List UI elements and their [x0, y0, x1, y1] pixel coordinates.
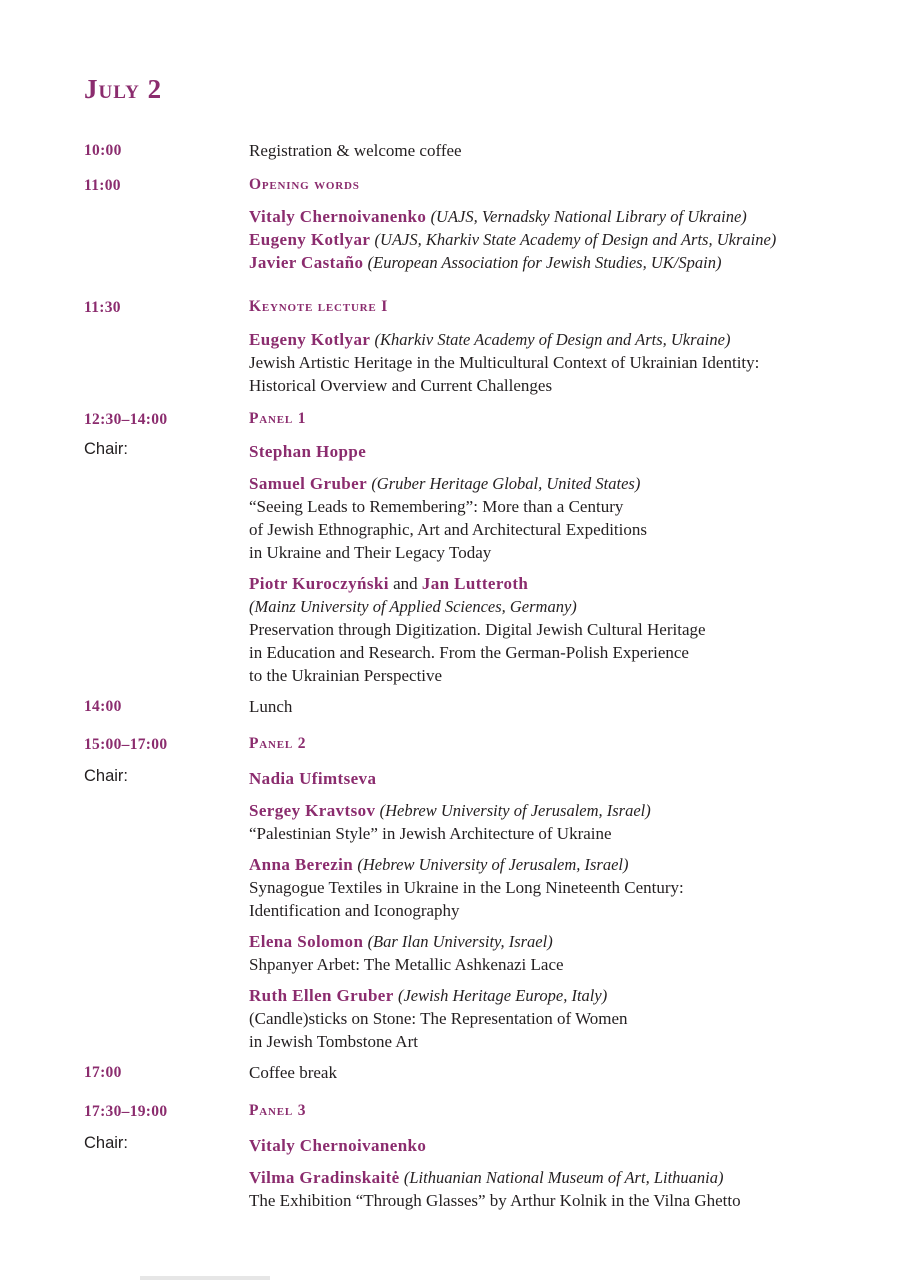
time-slot: 12:30–14:00 [84, 411, 168, 428]
speaker-affiliation: (Jewish Heritage Europe, Italy) [397, 986, 608, 1005]
chair-line [249, 440, 869, 463]
talk-title: Shpanyer Arbet: The Metallic Ashkenazi Lace [249, 955, 564, 974]
speaker-line [249, 572, 869, 595]
page-title: July 2 [84, 74, 163, 104]
talk-title: “Palestinian Style” in Jewish Architecture of Ukraine [249, 824, 612, 843]
talk-title: (Candle)sticks on Stone: The Representation of Women [249, 1009, 628, 1028]
page-edge-shadow [140, 1276, 270, 1280]
talk-title: in Jewish Tombstone Art [249, 1032, 418, 1051]
section-heading: Panel 2 [249, 735, 307, 752]
speaker-name: Ruth Ellen Gruber [249, 986, 394, 1005]
chair-label: Chair: [84, 440, 129, 458]
speaker-name: Piotr Kuroczyński [249, 574, 389, 593]
speaker-name: Elena Solomon [249, 932, 364, 951]
speaker-line [249, 228, 869, 251]
speaker-affiliation: (Hebrew University of Jerusalem, Israel) [379, 801, 651, 820]
speaker-affiliation: (UAJS, Vernadsky National Library of Ukraine) [430, 207, 747, 226]
section-heading: Panel 1 [249, 410, 307, 427]
talk-title: to the Ukrainian Perspective [249, 666, 443, 685]
time-slot: 14:00 [84, 698, 122, 715]
chair-label: Chair: [84, 1134, 129, 1152]
speaker-affiliation: (Lithuanian National Museum of Art, Lithuania) [403, 1168, 724, 1187]
chair-line [249, 767, 869, 790]
time-slot: 17:00 [84, 1064, 122, 1081]
chair-name: Stephan Hoppe [249, 442, 367, 461]
talk-title: of Jewish Ethnographic, Art and Architectural Expeditions [249, 520, 647, 539]
chair-line [249, 1134, 869, 1157]
speaker-affiliation: (Mainz University of Applied Sciences, Germany) [249, 597, 577, 616]
event-text: Lunch [249, 697, 293, 716]
talk-title: Preservation through Digitization. Digital Jewish Cultural Heritage [249, 620, 706, 639]
chair-name: Nadia Ufimtseva [249, 769, 377, 788]
speaker-name: Anna Berezin [249, 855, 354, 874]
speaker-line [249, 472, 869, 495]
speaker-affiliation: (Kharkiv State Academy of Design and Arts, Ukraine) [374, 330, 731, 349]
speaker-affiliation: (Bar Ilan University, Israel) [367, 932, 553, 951]
speaker-name: Eugeny Kotlyar [249, 330, 371, 349]
speaker-name: Javier Castaño [249, 253, 364, 272]
time-slot: 11:00 [84, 177, 121, 194]
time-slot: 15:00–17:00 [84, 736, 168, 753]
chair-label: Chair: [84, 767, 129, 785]
speaker-name: Sergey Kravtsov [249, 801, 376, 820]
speaker-name: Eugeny Kotlyar [249, 230, 371, 249]
time-slot: 17:30–19:00 [84, 1103, 168, 1120]
speaker-name: Vitaly Chernoivanenko [249, 207, 427, 226]
time-slot: 11:30 [84, 299, 121, 316]
speaker-affiliation: (Hebrew University of Jerusalem, Israel) [357, 855, 629, 874]
speaker-line [249, 595, 869, 618]
speaker-affiliation: (UAJS, Kharkiv State Academy of Design and Arts, Ukraine) [374, 230, 777, 249]
speaker-line [249, 984, 869, 1007]
speaker-line [249, 251, 869, 274]
speaker-line [249, 1166, 869, 1189]
talk-title: Synagogue Textiles in Ukraine in the Long Nineteenth Century: [249, 878, 684, 897]
speaker-line [249, 853, 869, 876]
speaker-line [249, 930, 869, 953]
speaker-line [249, 799, 869, 822]
talk-title: in Ukraine and Their Legacy Today [249, 543, 492, 562]
time-slot: 10:00 [84, 142, 122, 159]
speaker-name: Vilma Gradinskaitė [249, 1168, 400, 1187]
section-heading: Panel 3 [249, 1102, 307, 1119]
chair-name: Vitaly Chernoivanenko [249, 1136, 427, 1155]
speaker-line [249, 328, 869, 351]
event-text: Coffee break [249, 1063, 337, 1082]
conjunction: and [393, 574, 418, 593]
talk-title: The Exhibition “Through Glasses” by Arthur Kolnik in the Vilna Ghetto [249, 1191, 741, 1210]
talk-title: “Seeing Leads to Remembering”: More than a Century [249, 497, 624, 516]
speaker-name: Samuel Gruber [249, 474, 368, 493]
section-heading: Opening words [249, 176, 360, 193]
speaker-affiliation: (Gruber Heritage Global, United States) [371, 474, 641, 493]
speaker-line [249, 205, 869, 228]
talk-title: Jewish Artistic Heritage in the Multicultural Context of Ukrainian Identity: [249, 353, 760, 372]
event-text: Registration & welcome coffee [249, 141, 462, 160]
speaker-name: Jan Lutteroth [421, 574, 529, 593]
talk-title: in Education and Research. From the German-Polish Experience [249, 643, 689, 662]
section-heading: Keynote lecture I [249, 298, 389, 315]
talk-title: Historical Overview and Current Challenges [249, 376, 553, 395]
talk-title: Identification and Iconography [249, 901, 460, 920]
speaker-affiliation: (European Association for Jewish Studies, UK/Spain) [367, 253, 722, 272]
